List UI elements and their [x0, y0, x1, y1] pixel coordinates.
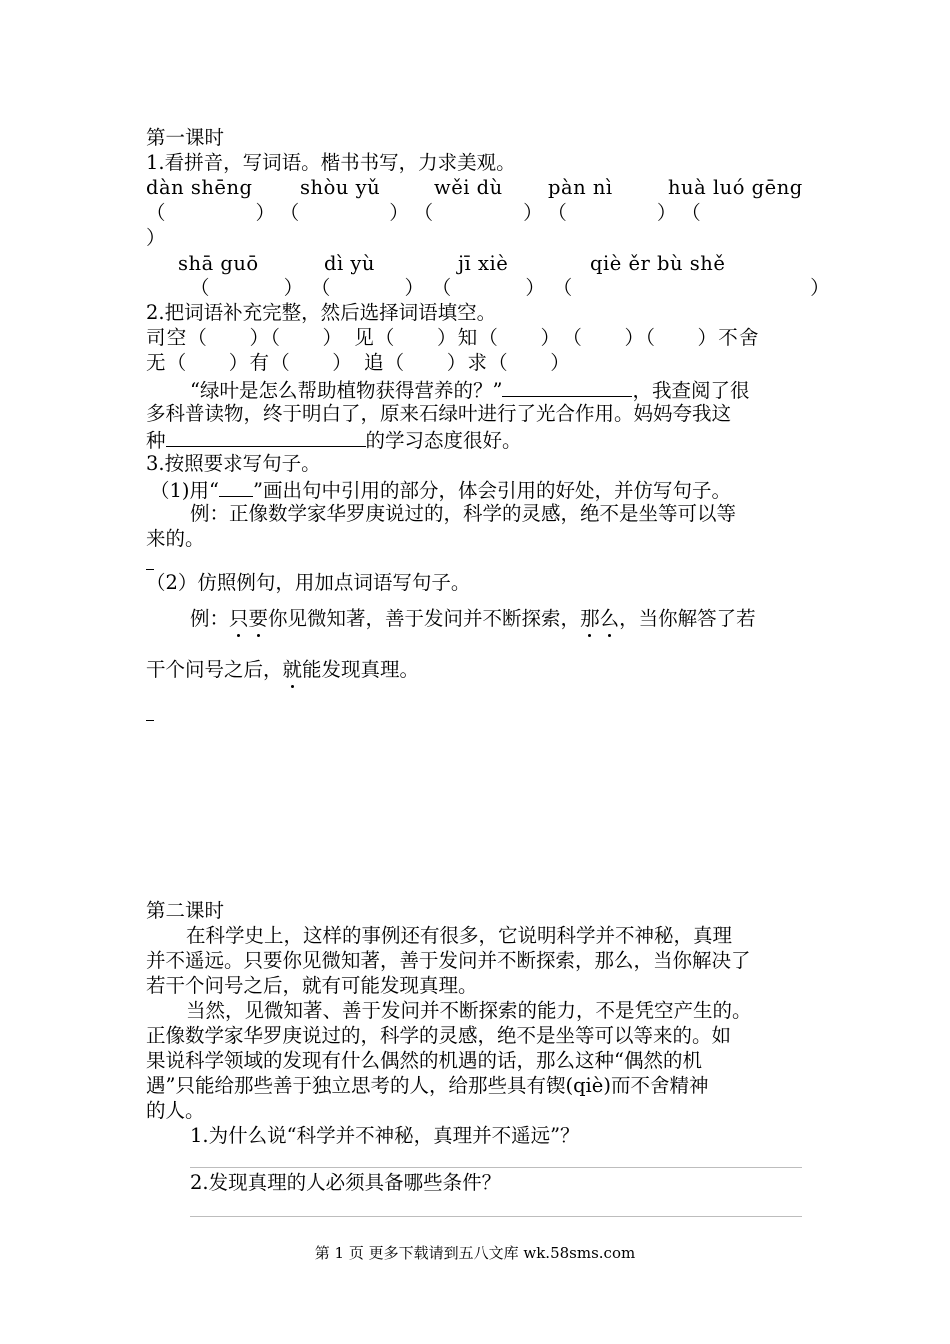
lesson2-title: 第二课时	[146, 899, 225, 922]
q3-sub1	[150, 476, 731, 503]
underline-sample	[219, 476, 253, 497]
passage-p1-line: 在科学史上，这样的事例还有很多，它说明科学并不神秘，真理	[186, 924, 733, 947]
pinyin-item: shòu yǔ	[300, 176, 381, 199]
q3-sub2: （2）仿照例句，用加点词语写句子。	[146, 571, 471, 594]
dotted-char: 那	[580, 607, 600, 630]
passage-p2-line: 当然，见微知著、善于发问并不断探索的能力，不是凭空产生的。	[186, 999, 752, 1022]
dotted-char: 要	[248, 607, 269, 630]
pinyin-item: qiè ěr bù shě	[590, 252, 726, 275]
example-text: 干个问号之后，	[146, 658, 283, 681]
answer-line[interactable]	[146, 720, 154, 721]
answer-blank[interactable]	[502, 376, 632, 397]
example-text: 能发现真理。	[302, 658, 420, 681]
pinyin-item: wěi dù	[434, 176, 503, 199]
pinyin-item: huà luó gēng	[668, 176, 803, 199]
q3-sub1-text: （1)用“	[150, 479, 219, 502]
lesson1-title: 第一课时	[146, 126, 225, 149]
fill-line-3-text-end: 的学习态度很好。	[365, 429, 522, 452]
idiom-row-2[interactable]: 无（ ）有（ ） 追（ ）求（ ）	[146, 351, 571, 374]
fill-line-1-text: “绿叶是怎么帮助植物获得营养的？”	[190, 379, 503, 402]
pinyin-item: pàn nì	[548, 176, 613, 199]
passage-p1-line: 若干个问号之后，就有可能发现真理。	[146, 974, 478, 997]
fill-line-3-text: 种	[146, 429, 166, 452]
passage-p2-line: 的人。	[146, 1099, 205, 1122]
fill-line-3	[146, 426, 522, 453]
q1-heading: 1.看拼音，写词语。楷书书写，力求美观。	[146, 151, 516, 174]
blank-row-2[interactable]: （ ） （ ） （ ） （ ）	[190, 276, 834, 299]
pinyin-item: shā guō	[178, 252, 259, 275]
q3-sub2-example	[190, 606, 756, 631]
question-2: 2.发现真理的人必须具备哪些条件？	[190, 1171, 502, 1194]
passage-p2-line: 遇”只能给那些善于独立思考的人，给那些具有锲(qiè)而不舍精神	[146, 1074, 709, 1097]
example-text: 例：	[190, 607, 230, 630]
dotted-char: 么	[599, 607, 620, 630]
dotted-char: 只	[229, 607, 249, 630]
blank-row-1[interactable]: （ ） （ ） （ ） （ ） （	[146, 201, 704, 224]
q3-sub2-example-cont	[146, 657, 419, 682]
example-text: ，当你解答了若	[619, 607, 756, 630]
fill-line-1	[190, 376, 749, 403]
passage-p2-line: 正像数学家华罗庚说过的，科学的灵感，绝不是坐等可以等来的。如	[146, 1024, 732, 1047]
dotted-char: 就	[282, 658, 303, 681]
passage-p1-line: 并不遥远。只要你见微知著，善于发问并不断探索，那么，当你解决了	[146, 949, 751, 972]
fill-line-2: 多科普读物，终于明白了，原来石绿叶进行了光合作用。妈妈夸我这	[146, 402, 732, 425]
q3-sub1-example-cont: 来的。	[146, 527, 205, 550]
fill-line-1-text-end: ，我查阅了很	[632, 379, 750, 402]
q3-sub1-text-end: ”画出句中引用的部分，体会引用的好处，并仿写句子。	[252, 479, 731, 502]
answer-line[interactable]	[190, 1216, 802, 1217]
page-footer: 第 1 页 更多下载请到五八文库 wk.58sms.com	[314, 1244, 636, 1262]
pinyin-item: dàn shēng	[146, 176, 253, 199]
q3-heading: 3.按照要求写句子。	[146, 452, 321, 475]
q2-heading: 2.把词语补充完整，然后选择词语填空。	[146, 301, 497, 324]
question-1: 1.为什么说“科学并不神秘，真理并不遥远”？	[190, 1124, 580, 1147]
passage-p2-line: 果说科学领域的发现有什么偶然的机遇的话，那么这种“偶然的机	[146, 1049, 702, 1072]
pinyin-item: dì yù	[324, 252, 375, 275]
q3-sub1-example: 例：正像数学家华罗庚说过的，科学的灵感，绝不是坐等可以等	[190, 502, 737, 525]
answer-line[interactable]	[190, 1167, 802, 1168]
example-text: 你见微知著，善于发问并不断探索，	[268, 607, 581, 630]
answer-blank[interactable]	[166, 426, 366, 447]
idiom-row-1[interactable]: 司空（ ）（ ） 见（ ）知（ ） （ ）（ ）不舍	[146, 326, 760, 349]
blank-row-1-end: ）	[146, 226, 166, 249]
pinyin-item: jī xiè	[458, 252, 509, 275]
